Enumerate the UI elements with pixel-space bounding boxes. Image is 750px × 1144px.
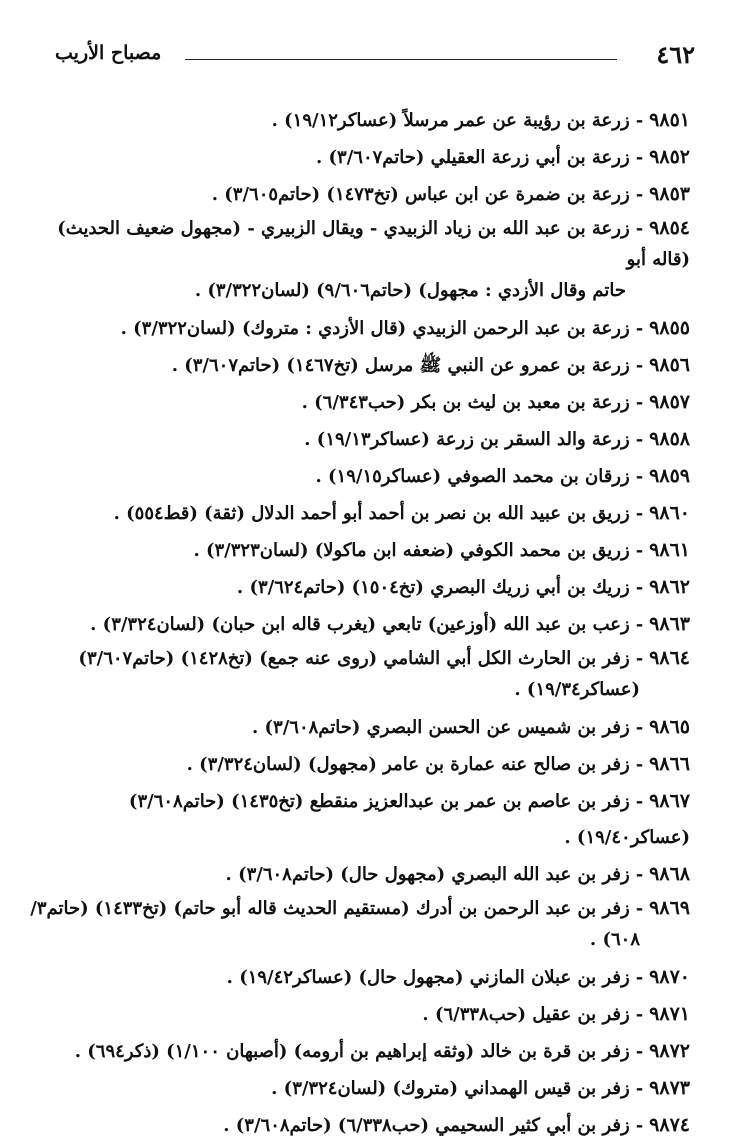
- entry-9863: ٩٨٦٣-زعب بن عبد الله (أوزعين) تابعي (يغرب قاله ابن حبان) (لسان٣/٣٢٤) .: [90, 613, 690, 635]
- entry-9865: ٩٨٦٥-زفر بن شميس عن الحسن البصري (حاتم٣/٦٠٨) .: [251, 716, 690, 738]
- entry-9857: ٩٨٥٧-زرعة بن معبد بن ليث بن بكر (حب٦/٣٤٣) .: [301, 391, 690, 413]
- entry-9861: ٩٨٦١-زريق بن محمد الكوفي (ضعفه ابن ماكولا) (لسان٣/٣٢٣) .: [193, 539, 690, 561]
- entry-9862: ٩٨٦٢-زريك بن أبي زريك البصري (تخ١٥٠٤) (حاتم٣/٦٢٤) .: [236, 576, 690, 598]
- entry-9860: ٩٨٦٠-زريق بن عبيد الله بن نصر بن أحمد أبو أحمد الدلال (ثقة) (قط٥٥٤) .: [113, 502, 690, 524]
- entry-9872: ٩٨٧٢-زفر بن قرة بن خالد (وثقه إبراهيم بن أرومه) (أصبهان ١/١٠٠) (ذكر٦٩٤) .: [74, 1040, 690, 1062]
- entry-9871: ٩٨٧١-زفر بن عقيل (حب٦/٣٣٨) .: [422, 1003, 690, 1025]
- entry-9852: ٩٨٥٢-زرعة بن أبي زرعة العقيلي (حاتم٣/٦٠٧) .: [315, 146, 690, 168]
- header-rule: [185, 59, 617, 60]
- running-title: مصباح الأريب: [55, 42, 162, 64]
- page-header: [55, 38, 695, 78]
- entry-9874: ٩٨٧٤-زفر بن أبي كثير السحيمي (حب٦/٣٣٨) (حاتم٣/٦٠٨) .: [223, 1114, 690, 1136]
- entry-9859: ٩٨٥٩-زرقان بن محمد الصوفي (عساكر١٩/١٥) .: [315, 465, 690, 487]
- page-number: ٤٦٢: [656, 40, 695, 69]
- entry-9869: ٩٨٦٩-زفر بن عبد الرحمن بن أدرك (مستقيم الحديث قاله أبو حاتم) (تخ١٤٣٣) (حاتم٣/ ٦٠٨) .: [30, 897, 690, 950]
- entry-9855: ٩٨٥٥-زرعة بن عبد الرحمن الزبيدي (قال الأزدي : متروك) (لسان٣/٣٢٢) .: [120, 317, 690, 339]
- entry-9868: ٩٨٦٨-زفر بن عبد الله البصري (مجهول حال) (حاتم٣/٦٠٨) .: [225, 863, 690, 885]
- entries-list: [15, 102, 690, 1144]
- entry-9870: ٩٨٧٠-زفر بن عبلان المازني (مجهول حال) (عساكر١٩/٤٢) .: [226, 966, 690, 988]
- entry-9854: ٩٨٥٤-زرعة بن عبد الله بن زياد الزبيدي - ويقال الزبيري - (مجهول ضعيف الحديث) (قاله أبو حاتم وقال الأزدي : مجهول) (حاتم٩/٦٠٦) (لسان٣/٣٢٢) .: [57, 217, 690, 301]
- entry-9853: ٩٨٥٣-زرعة بن ضمرة عن ابن عباس (تخ١٤٧٣) (حاتم٣/٦٠٥) .: [211, 183, 690, 205]
- entry-9873: ٩٨٧٣-زفر بن قيس الهمداني (متروك) (لسان٣/٣٢٤) .: [271, 1077, 690, 1099]
- entry-9866: ٩٨٦٦-زفر بن صالح عنه عمارة بن عامر (مجهول) (لسان٣/٣٢٤) .: [186, 753, 690, 775]
- entry-9864: ٩٨٦٤-زفر بن الحارث الكل أبي الشامي (روى عنه جمع) (تخ١٤٢٨) (حاتم٣/٦٠٧) (عساكر١٩/٣٤) .: [78, 647, 690, 700]
- entry-9851: ٩٨٥١-زرعة بن رؤيبة عن عمر مرسلاً (عساكر١٩/١٢) .: [271, 109, 690, 131]
- entry-9867: ٩٨٦٧-زفر بن عاصم بن عمر بن عبدالعزيز منقطع (تخ١٤٣٥) (حاتم٣/٦٠٨) (عساكر١٩/٤٠) .: [128, 790, 690, 848]
- entry-9858: ٩٨٥٨-زرعة والد السقر بن زرعة (عساكر١٩/١٣) .: [304, 428, 690, 450]
- entry-9856: ٩٨٥٦-زرعة بن عمرو عن النبي ﷺ مرسل (تخ١٤٦٧) (حاتم٣/٦٠٧) .: [171, 354, 690, 376]
